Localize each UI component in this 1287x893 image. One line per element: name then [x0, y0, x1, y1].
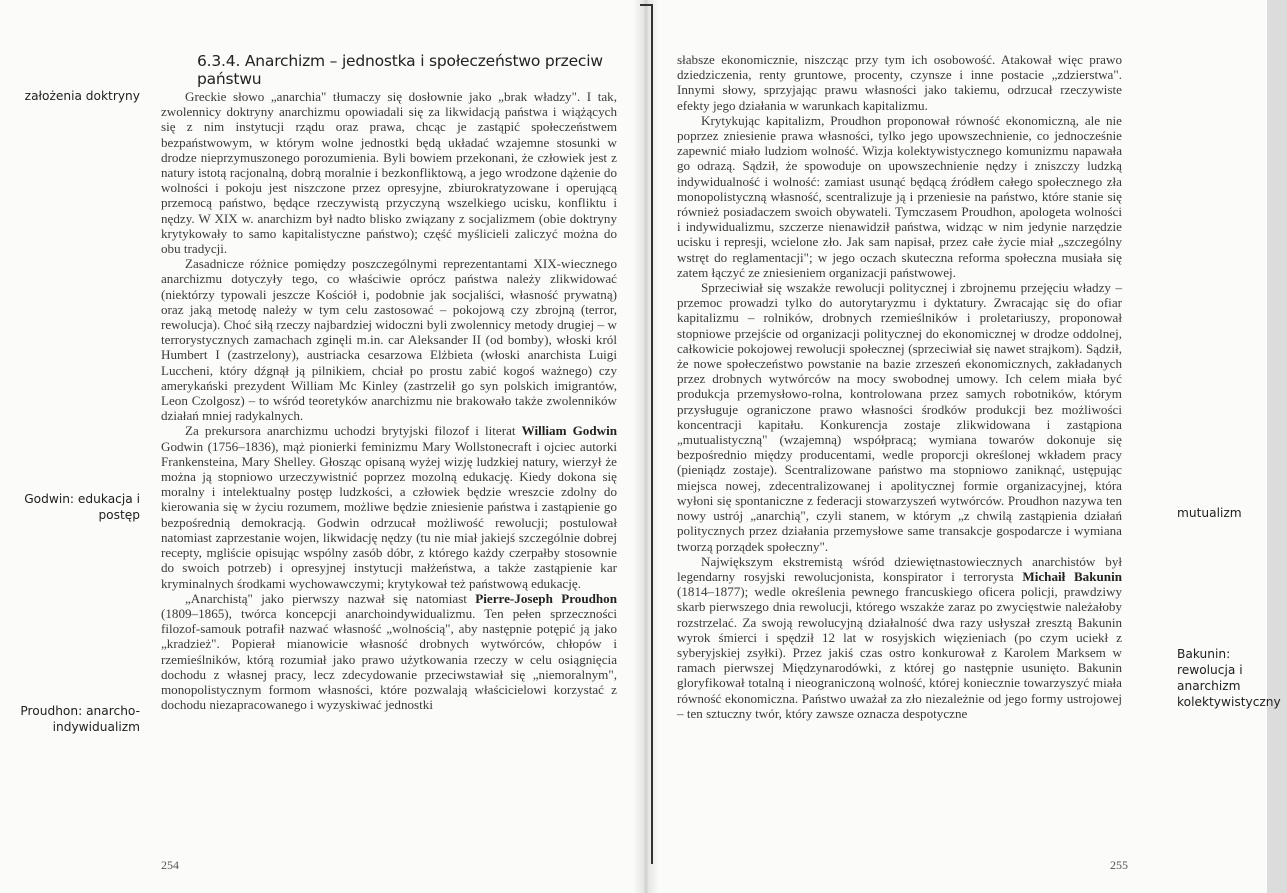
left-body-text [161, 89, 617, 712]
margin-note-bakunin: Bakunin: rewolucja i anarchizm kolektywistyczny [1177, 647, 1281, 709]
section-heading: 6.3.4. Anarchizm – jednostka i społeczeństwo przeciw państwu [197, 52, 603, 88]
godwin-text: Godwin (1756–1836), mąż pionierki feminizmu Mary Wollstonecraft i ojciec autorki Frankensteina, Mary Shelley. Głosząc opisaną wyżej wizję ludzkiej natury, wierzył że można ją stopniowo urzeczywistnić poprzez mozolną edukację. Kiedy dokona się moralny i intelektualny postęp ludzkości, a człowiek będzie wreszcie zdolny do kierowania się w życiu rozumem, możliwe będzie zniesienie państwa i zastąpienie go bezpośrednią demokracją. Godwin odrzucał możliwość rewolucji; postulował natomiast zaprzestanie wojen, likwidację nędzy (tu nie miał jakiejś szczególnie dobrej recepty, mgliście opisując wspólny zasób dóbr, z którego każdy czerpałby stosownie do swoich potrzeb) i opresyjnej instytucji małżeństwa, a także zastąpienie kar kryminalnych środkami wychowawczymi; krytykował też państwową edukację. [161, 438, 617, 591]
left-page [0, 0, 640, 893]
margin-note-proudhon: Proudhon: anarcho-indywidualizm [20, 704, 140, 734]
proudhon-intro: „Anarchistą" jako pierwszy nazwał się natomiast [185, 590, 467, 606]
paragraph: Greckie słowo „anarchia" tłumaczy się dosłownie jako „brak władzy". I tak, zwolennicy doktryny anarchizmu opowiadali się za likwidacją państwa i wiążących się z nim instytucji rządu oraz prawa, chcąc je zastąpić społeczeństwem bezpaństwowym, w którym wolne jednostki będą układać wzajemne stosunki w drodze nieprzymuszonego porozumienia. Byli bowiem przekonani, że człowiek jest z natury istotą racjonalną, dobrą moralnie i bezkonfliktową, a jego wrodzone dążenie do wolności i pokoju jest niszczone przez opresyjne, zbiurokratyzowane i operującą przemocą państwo, będące rzeczywistą przyczyną wszelkiego ucisku, konfliktu i nędzy. W XIX w. anarchizm był nadto blisko związany z socjalizmem (obie doktryny krytykowały to samo kapitalistyczne państwo); część myślicieli zaliczyć można do obu tradycji. [161, 89, 617, 257]
proudhon-text: (1809–1865), twórca koncepcji anarchoindywidualizmu. Ten pełen sprzeczności filozof-samouk potrafił nazwać własność „wolnością", aby następnie potępić ją jako „kradzież". Popierał mianowicie własność drobnych wytwórców, chłopów i rzemieślników, którą rozumiał jako prawo użytkowania rzeczy w celu osiągnięcia dochodu z własnej pracy, lecz zdecydowanie przeciwstawiał się „niemoralnym", monopolistycznym formom własności, które pozwalają właścicielowi korzystać z dochodu niezapracowanego i wyzyskiwać jednostki [161, 605, 617, 713]
godwin-name: William [521, 423, 567, 439]
godwin-intro: Za prekursora anarchizmu uchodzi brytyjski filozof i literat [185, 423, 516, 439]
page-crease [651, 4, 653, 864]
book-gutter [633, 0, 659, 893]
paragraph: Sprzeciwiał się wszakże rewolucji politycznej i zbrojnemu przejęciu władzy – przemoc prowadzi tylko do autorytaryzmu i dyktatury. Zwracając się do ofiar kapitalizmu – rolników, drobnych rzemieślników i proletariuszy, proponował stopniowe przejście od organizacji politycznej do ekonomicznej w drodze oddolnej, całkowicie pokojowej rewolucji społecznej (sprzeciwiał się nawet strajkom). Sądził, że nowe społeczeństwo powstanie na bazie zrzeszeń ekonomicznych, zakładanych przez drobnych wytwórców na mocy swobodnej umowy. Ich celem miała być produkcja przemysłowo-rolna, kontrolowana przez samych robotników, którym przysługuje ograniczone prawo własności środków produkcji bez możliwości koncentracji kapitału. Konkurencja zostaje zlikwidowana i zastąpiona „mutualistyczną" (wzajemną) współpracą; wymiana towarów dokonuje się bezpośrednio między producentami, wedle proporcji określonej wkładem pracy (pieniądz zostaje). Scentralizowane państwo ma stopniowo zaniknąć, ustępując miejsca nowej, zdecentralizowanej i apolitycznej formie organizacyjnej, która wyłoni się spontaniczne z federacji stowarzyszeń wytwórców. Proudhon nazywa ten nowy ustrój „anarchią", czyli stanem, w którym „z chwilą zastąpienia działań politycznych przez działania przemysłowe same transakcje gospodarcze i wymiana tworzą porządek społeczny". [677, 280, 1122, 554]
paragraph-proudhon [161, 591, 617, 713]
bakunin-name: Michaił Bakunin [1022, 568, 1122, 584]
paragraph: Krytykując kapitalizm, Proudhon proponował równość ekonomiczną, ale nie poprzez zniesienie prawa własności, tylko jego upowszechnienie, co jednocześnie zapewnić miało ludziom wolność. Wizja kolektywistycznego komunizmu napawała go odrazą. Sądził, że spowoduje on upowszechnienie nędzy i zniszczy ludzką indywidualność i wolność: zamiast usunąć będącą źródłem całego społecznego zła monopolistyczną własność, scentralizuje ją i przeniesie na państwo, które stanie się również posiadaczem swoich obywateli. Tymczasem Proudhon, apologeta wolności i indywidualizmu, szczerze nienawidził państwa, widząc w nim jedynie narzędzie ucisku i represji, wcielone zło. Jak sam napisał, przez całe życie miał „szczególny wstręt do reglamentacji"; w jego oczach skuteczna reforma społeczna musiała się zatem łączyć ze zniesieniem organizacji państwowej. [677, 112, 1122, 280]
margin-note-godwin: Godwin: edukacja i postęp [24, 492, 140, 522]
page-number-left: 254 [161, 858, 179, 872]
right-page [660, 0, 1281, 893]
paragraph: Zasadnicze różnice pomiędzy poszczególnymi reprezentantami XIX-wiecznego anarchizmu dotyczyły tego, co właściwie oprócz państwa należy zlikwidować (niektórzy typowali jeszcze Kościół i, podobnie jak socjaliści, własność prywatną) oraz jaką metodę należy w tym celu zastosować – pokojową czy zbrojną (terror, rewolucja). Choć siłą rzeczy najbardziej widoczni byli zwolennicy metody drugiej – w terrorystycznych zamachach zginęli m.in. car Aleksander II (od bomby), włoski król Humbert I (zastrzelony), austriacka cesarzowa Elżbieta (włoski anarchista Luigi Luccheni, który dźgnął ją pilnikiem, chciał po prostu zabić kogoś ważnego) czy amerykański prezydent William Mc Kinley (zastrzelił go syn polskich imigrantów, Leon Czolgosz) – to wśród teoretyków anarchizmu nie brakowało także zwolenników działań mniej radykalnych. [161, 256, 617, 424]
bakunin-text: (1814–1877); wedle określenia pewnego francuskiego oficera policji, prawdziwy skarb pierwszego dnia rewolucji, którego wszakże zaraz po zwycięstwie należałoby rozstrzelać. Za swoją rewolucyjną działalność dwa razy usłyszał zresztą Bakunin wyrok śmierci i spędził 12 lat w rosyjskich więzieniach (po czym uciekł z syberyjskiej zsyłki). Przez jakiś czas ostro konkurował z Karolem Marksem w ramach pierwszej Międzynarodówki, z której go następnie usunięto. Bakunin gloryfikował totalną i nieograniczoną wolność, której koniecznie towarzyszyć miała równość ekonomiczna. Państwo uważał za zło niezależnie od jego formy ustrojowej – ten sztuczny twór, który zawsze oznacza despotyczne [677, 584, 1122, 721]
bakunin-intro: Największym ekstremistą wśród dziewiętnastowiecznych anarchistów był legendarny rosyjski rewolucjonista, konspirator i terrorysta [677, 553, 1122, 584]
right-body-text [677, 52, 1122, 721]
page-crease-top [640, 4, 652, 6]
paragraph: słabsze ekonomicznie, niszcząc przy tym ich osobowość. Atakował więc prawo dziedziczenia, renty gruntowe, procenty, czynsze i inne postacie „zdzierstwa". Innymi słowy, sprzyjając prawu własności jako takiemu, odrzucał rzeczywiste efekty jego działania w warunkach kapitalizmu. [677, 52, 1122, 113]
paragraph-bakunin [677, 554, 1122, 721]
page-number-right: 255 [1110, 858, 1128, 872]
margin-note-zalozenia: założenia doktryny [24, 89, 140, 103]
proudhon-name: Pierre-Joseph Proudhon [475, 590, 617, 606]
paragraph-godwin: Za prekursora anarchizmu uchodzi brytyjski filozof i literat William Godwin Godwin (1756–1836), mąż pionierki feminizmu Mary Wollstonecraft i ojciec autorki Frankensteina, Mary Shelley. Głosząc opisaną wyżej wizję ludzkiej natury, wierzył że można ją stopniowo urzeczywistnić poprzez mozolną edukację. Kiedy dokona się moralny i intelektualny postęp ludzkości, a człowiek będzie wreszcie zdolny do kierowania się w życiu rozumem, możliwe będzie zniesienie państwa i zastąpienie go bezpośrednią demokracją. Godwin odrzucał możliwość rewolucji; postulował natomiast zaprzestanie wojen, likwidację nędzy (tu nie miał jakiejś szczególnie dobrej recepty, mgliście opisując wspólny zasób dóbr, z którego każdy czerpałby stosownie do swoich potrzeb) i opresyjnej instytucji małżeństwa, a także zastąpienie kar kryminalnych środkami wychowawczymi; krytykował też państwową edukację. [161, 423, 617, 591]
margin-note-mutualizm: mutualizm [1177, 506, 1242, 520]
